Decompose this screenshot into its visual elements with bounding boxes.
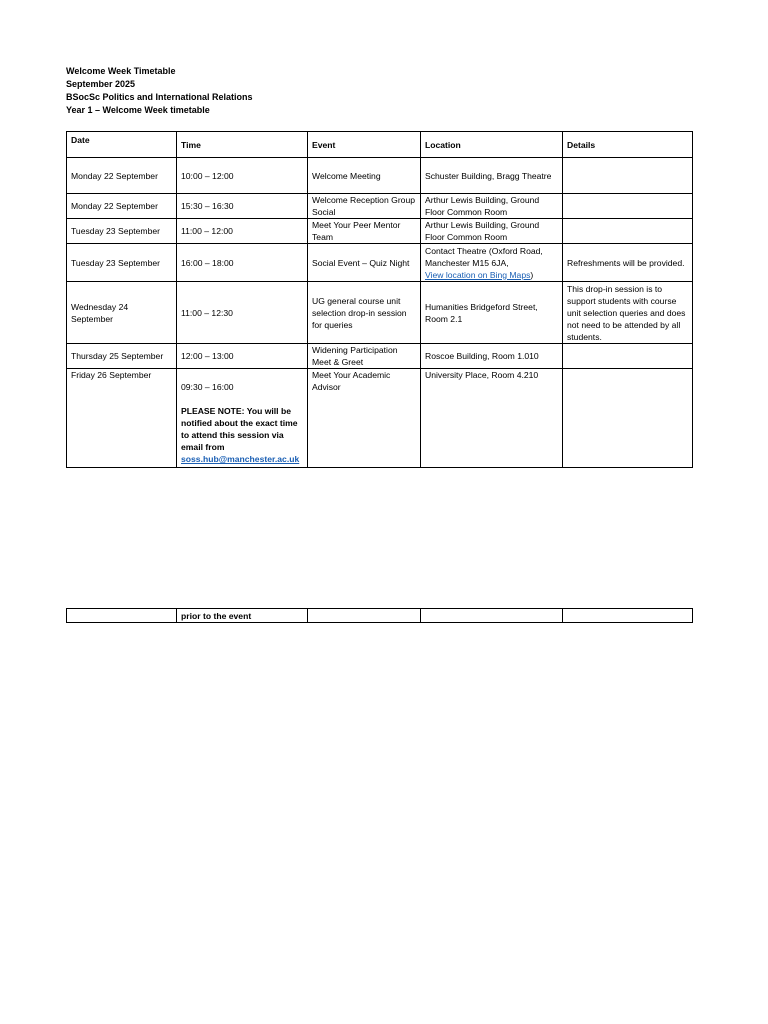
cell-details bbox=[563, 609, 693, 623]
doc-subtitle: Year 1 – Welcome Week timetable bbox=[66, 105, 210, 115]
cell-event: Welcome Reception Group Social bbox=[308, 194, 421, 219]
cell-event: Welcome Meeting bbox=[308, 158, 421, 194]
cell-details bbox=[563, 158, 693, 194]
cell-time: 11:00 – 12:30 bbox=[177, 282, 308, 344]
time-text: 09:30 – 16:00 bbox=[181, 382, 234, 392]
cell-date: Monday 22 September bbox=[67, 158, 177, 194]
table-row bbox=[67, 194, 693, 219]
cell-details bbox=[563, 369, 693, 468]
cell-date: Friday 26 September bbox=[67, 369, 177, 468]
bing-maps-link[interactable]: View location on Bing Maps bbox=[425, 269, 531, 280]
location-text: Contact Theatre (Oxford Road, Manchester M15 6JA, bbox=[425, 245, 543, 268]
col-header-event: Event bbox=[308, 132, 421, 158]
table-row bbox=[67, 344, 693, 369]
col-header-location: Location bbox=[421, 132, 563, 158]
cell-event: Widening Participation Meet & Greet bbox=[308, 344, 421, 369]
cell-details: This drop-in session is to support students with course unit selection queries and does not need to be attended by all students. bbox=[563, 282, 693, 344]
doc-date: September 2025 bbox=[66, 79, 136, 89]
cell-location: Roscoe Building, Room 1.010 bbox=[421, 344, 563, 369]
cell-event bbox=[308, 609, 421, 623]
cell-location: Schuster Building, Bragg Theatre bbox=[421, 158, 563, 194]
cell-location: Humanities Bridgeford Street, Room 2.1 bbox=[421, 282, 563, 344]
col-header-time: Time bbox=[177, 132, 308, 158]
cell-time: 11:00 – 12:00 bbox=[177, 219, 308, 244]
cell-date: Thursday 25 September bbox=[67, 344, 177, 369]
cell-location bbox=[421, 244, 563, 282]
cell-date: Tuesday 23 September bbox=[67, 219, 177, 244]
cell-details bbox=[563, 194, 693, 219]
cell-location bbox=[421, 609, 563, 623]
doc-programme: BSocSc Politics and International Relations bbox=[66, 92, 253, 102]
col-header-details: Details bbox=[563, 132, 693, 158]
cell-details bbox=[563, 219, 693, 244]
col-header-date: Date bbox=[67, 132, 177, 158]
table-row bbox=[67, 219, 693, 244]
document-header bbox=[66, 65, 253, 117]
cell-event: Meet Your Peer Mentor Team bbox=[308, 219, 421, 244]
table-row bbox=[67, 244, 693, 282]
cell-date bbox=[67, 609, 177, 623]
table-row bbox=[67, 609, 693, 623]
time-note bbox=[181, 405, 303, 465]
cell-date: Monday 22 September bbox=[67, 194, 177, 219]
table-row bbox=[67, 369, 693, 468]
cell-time: 15:30 – 16:30 bbox=[177, 194, 308, 219]
cell-time: prior to the event bbox=[177, 609, 308, 623]
table-row bbox=[67, 282, 693, 344]
cell-location: University Place, Room 4.210 bbox=[421, 369, 563, 468]
cell-event: Meet Your Academic Advisor bbox=[308, 369, 421, 468]
location-suffix: ) bbox=[530, 269, 534, 280]
timetable-continuation bbox=[66, 608, 693, 623]
cell-time: 12:00 – 13:00 bbox=[177, 344, 308, 369]
cell-event: Social Event – Quiz Night bbox=[308, 244, 421, 282]
cell-time: 16:00 – 18:00 bbox=[177, 244, 308, 282]
cell-location: Arthur Lewis Building, Ground Floor Common Room bbox=[421, 194, 563, 219]
email-link[interactable]: soss.hub@manchester.ac.uk bbox=[181, 454, 300, 464]
cell-details: Refreshments will be provided. bbox=[563, 244, 693, 282]
cell-location: Arthur Lewis Building, Ground Floor Common Room bbox=[421, 219, 563, 244]
doc-title: Welcome Week Timetable bbox=[66, 66, 176, 76]
time-note-text: PLEASE NOTE: You will be notified about the exact time to attend this session via email from bbox=[181, 406, 298, 452]
cell-date: Tuesday 23 September bbox=[67, 244, 177, 282]
cell-time: 10:00 – 12:00 bbox=[177, 158, 308, 194]
cell-time bbox=[177, 369, 308, 468]
cell-event: UG general course unit selection drop-in session for queries bbox=[308, 282, 421, 344]
table-header-row bbox=[67, 132, 693, 158]
table-row bbox=[67, 158, 693, 194]
timetable bbox=[66, 131, 693, 468]
cell-details bbox=[563, 344, 693, 369]
cell-date: Wednesday 24 September bbox=[67, 282, 177, 344]
